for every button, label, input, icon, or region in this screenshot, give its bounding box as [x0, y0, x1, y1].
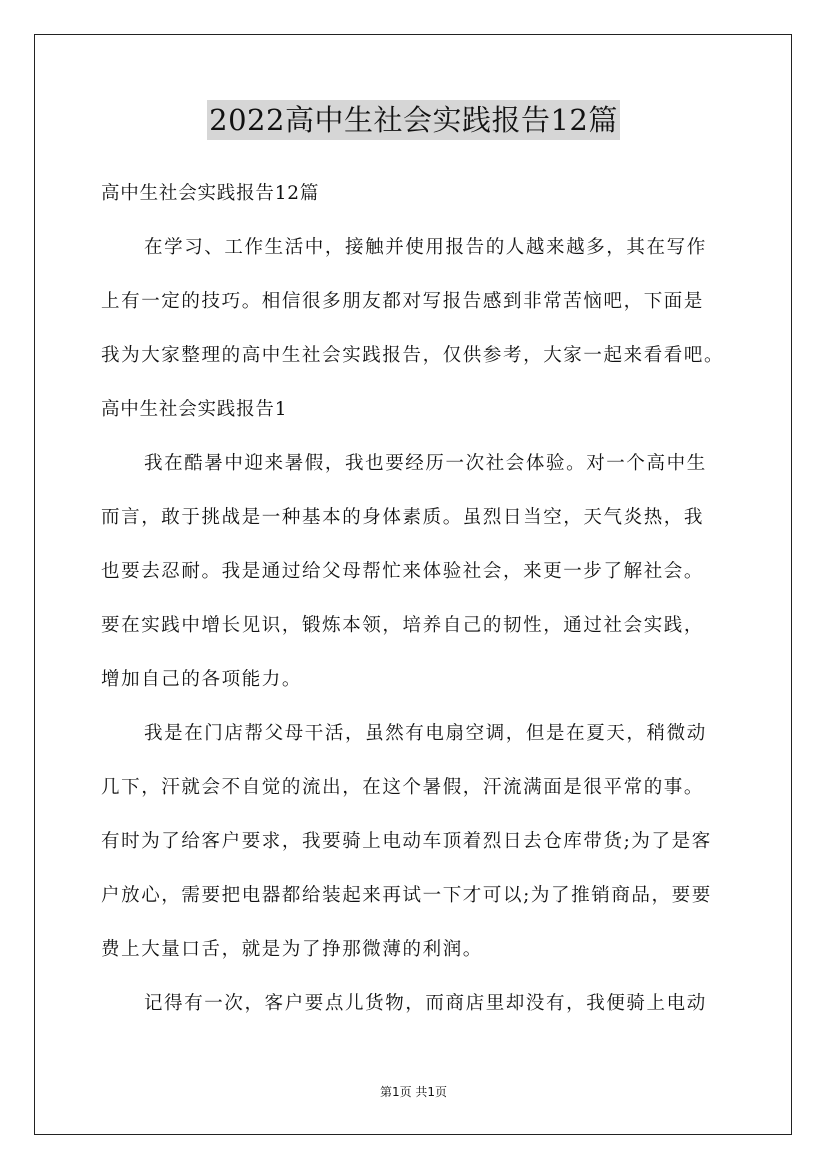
page-footer: [0, 1084, 827, 1100]
paragraph-line: 费上大量口舌，就是为了挣那微薄的利润。: [101, 939, 483, 960]
document-subtitle: 高中生社会实践报告12篇: [101, 183, 320, 204]
paragraph-line: 有时为了给客户要求，我要骑上电动车顶着烈日去仓库带货;为了是客: [101, 831, 712, 852]
paragraph-line: 我在酷暑中迎来暑假，我也要经历一次社会体验。对一个高中生: [144, 453, 707, 474]
intro-line: 在学习、工作生活中，接触并使用报告的人越来越多，其在写作: [144, 237, 707, 258]
paragraph-line: 而言，敢于挑战是一种基本的身体素质。虽烈日当空，天气炎热，我: [101, 507, 705, 528]
paragraph-line: 也要去忍耐。我是通过给父母帮忙来体验社会，来更一步了解社会。: [101, 561, 705, 582]
intro-line: 上有一定的技巧。相信很多朋友都对写报告感到非常苦恼吧，下面是: [101, 291, 705, 312]
paragraph-line: 记得有一次，客户要点儿货物，而商店里却没有，我便骑上电动: [144, 993, 707, 1014]
intro-line: 我为大家整理的高中生社会实践报告，仅供参考，大家一起来看看吧。: [101, 345, 725, 366]
paragraph-line: 几下，汗就会不自觉的流出，在这个暑假，汗流满面是很平常的事。: [101, 777, 705, 798]
section-heading: 高中生社会实践报告1: [101, 399, 288, 420]
paragraph-line: 我是在门店帮父母干活，虽然有电扇空调，但是在夏天，稍微动: [144, 723, 707, 744]
page-number-text: 第1页 共1页: [379, 1085, 448, 1099]
paragraph-line: 增加自己的各项能力。: [101, 669, 303, 690]
paragraph-line: 户放心，需要把电器都给装起来再试一下才可以;为了推销商品，要要: [101, 885, 712, 906]
paragraph-line: 要在实践中增长见识，锻炼本领，培养自己的韧性，通过社会实践，: [101, 615, 705, 636]
document-title: [0, 100, 827, 142]
document-title-text: 2022高中生社会实践报告12篇: [207, 100, 620, 140]
